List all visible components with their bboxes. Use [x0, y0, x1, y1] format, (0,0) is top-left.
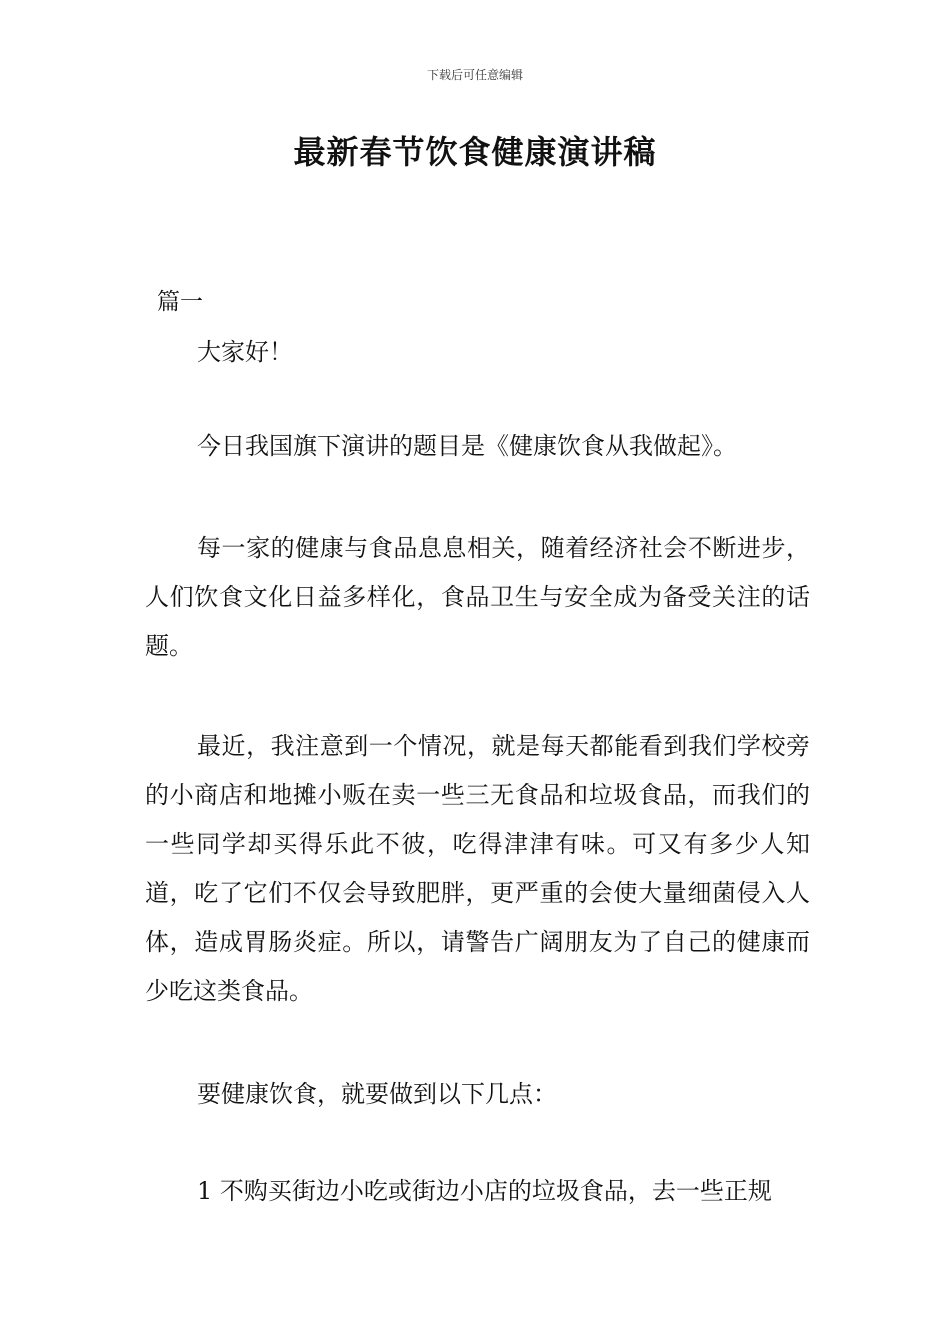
- list-item-1: 1 不购买街边小吃或街边小店的垃圾食品，去一些正规: [197, 1177, 772, 1205]
- paragraph-intro: 每一家的健康与食品息息相关，随着经济社会不断进步，人们饮食文化日益多样化，食品卫生与安全成为备受关注的话题。: [145, 534, 810, 660]
- paragraph-points-intro: 要健康饮食，就要做到以下几点：: [197, 1080, 557, 1108]
- paragraph-topic: 今日我国旗下演讲的题目是《健康饮食从我做起》。: [197, 432, 737, 460]
- paragraph-observation: 最近，我注意到一个情况，就是每天都能看到我们学校旁的小商店和地摊小贩在卖一些三无食品和垃圾食品，而我们的一些同学却买得乐此不彼，吃得津津有味。可又有多少人知道，吃了它们不仅会导致肥胖，更严重的会使大量细菌侵入人体，造成胃肠炎症。所以，请警告广阔朋友为了自己的健康而少吃这类食品。: [145, 732, 810, 1005]
- header-note: 下载后可任意编辑: [426, 68, 523, 82]
- section-label: 篇一: [157, 289, 203, 315]
- document-title: 最新春节饮食健康演讲稿: [293, 133, 657, 171]
- paragraph-greeting: 大家好！: [197, 338, 293, 366]
